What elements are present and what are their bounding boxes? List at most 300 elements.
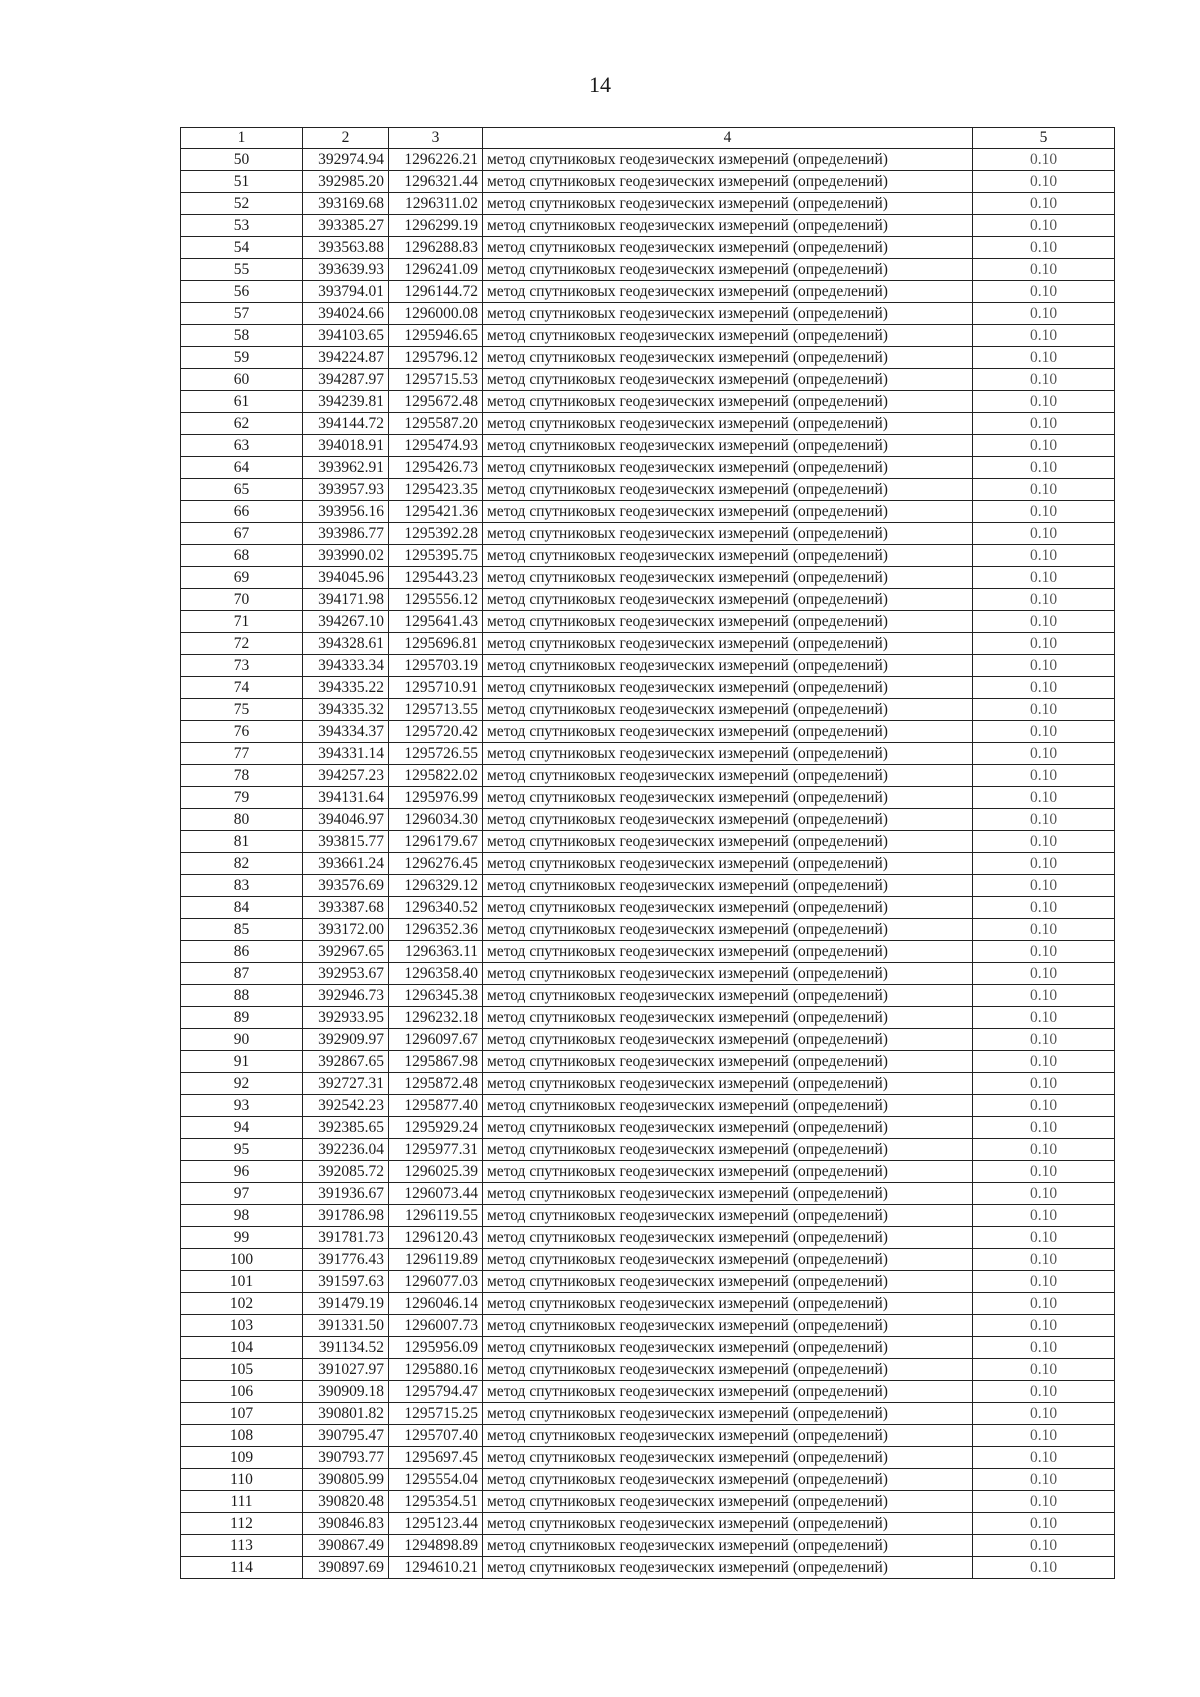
y-coordinate-cell: 1295880.16 xyxy=(389,1359,483,1381)
header-col-2: 2 xyxy=(303,128,389,149)
table-row xyxy=(181,743,1115,765)
table-row xyxy=(181,1205,1115,1227)
accuracy-cell: 0.10 xyxy=(973,1403,1115,1425)
point-number-cell: 87 xyxy=(181,963,303,985)
x-coordinate-cell: 393986.77 xyxy=(303,523,389,545)
x-coordinate-cell: 394335.32 xyxy=(303,699,389,721)
accuracy-cell: 0.10 xyxy=(973,589,1115,611)
accuracy-cell: 0.10 xyxy=(973,1161,1115,1183)
method-cell: метод спутниковых геодезических измерений (определений) xyxy=(483,1249,973,1271)
accuracy-cell: 0.10 xyxy=(973,479,1115,501)
table-row xyxy=(181,1535,1115,1557)
x-coordinate-cell: 391786.98 xyxy=(303,1205,389,1227)
y-coordinate-cell: 1295929.24 xyxy=(389,1117,483,1139)
point-number-cell: 73 xyxy=(181,655,303,677)
method-cell: метод спутниковых геодезических измерений (определений) xyxy=(483,1051,973,1073)
point-number-cell: 96 xyxy=(181,1161,303,1183)
method-cell: метод спутниковых геодезических измерений (определений) xyxy=(483,1381,973,1403)
table-row xyxy=(181,545,1115,567)
accuracy-cell: 0.10 xyxy=(973,413,1115,435)
table-row xyxy=(181,215,1115,237)
table-row xyxy=(181,919,1115,941)
point-number-cell: 64 xyxy=(181,457,303,479)
accuracy-cell: 0.10 xyxy=(973,1337,1115,1359)
method-cell: метод спутниковых геодезических измерений (определений) xyxy=(483,1183,973,1205)
method-cell: метод спутниковых геодезических измерений (определений) xyxy=(483,501,973,523)
point-number-cell: 88 xyxy=(181,985,303,1007)
x-coordinate-cell: 394334.37 xyxy=(303,721,389,743)
table-row xyxy=(181,1161,1115,1183)
point-number-cell: 63 xyxy=(181,435,303,457)
method-cell: метод спутниковых геодезических измерений (определений) xyxy=(483,1447,973,1469)
table-row xyxy=(181,435,1115,457)
accuracy-cell: 0.10 xyxy=(973,325,1115,347)
method-cell: метод спутниковых геодезических измерений (определений) xyxy=(483,1359,973,1381)
method-cell: метод спутниковых геодезических измерений (определений) xyxy=(483,589,973,611)
y-coordinate-cell: 1296179.67 xyxy=(389,831,483,853)
point-number-cell: 90 xyxy=(181,1029,303,1051)
method-cell: метод спутниковых геодезических измерений (определений) xyxy=(483,1425,973,1447)
point-number-cell: 109 xyxy=(181,1447,303,1469)
accuracy-cell: 0.10 xyxy=(973,545,1115,567)
point-number-cell: 85 xyxy=(181,919,303,941)
y-coordinate-cell: 1295426.73 xyxy=(389,457,483,479)
y-coordinate-cell: 1295715.25 xyxy=(389,1403,483,1425)
x-coordinate-cell: 392953.67 xyxy=(303,963,389,985)
method-cell: метод спутниковых геодезических измерений (определений) xyxy=(483,149,973,171)
y-coordinate-cell: 1296352.36 xyxy=(389,919,483,941)
method-cell: метод спутниковых геодезических измерений (определений) xyxy=(483,479,973,501)
x-coordinate-cell: 393563.88 xyxy=(303,237,389,259)
y-coordinate-cell: 1295713.55 xyxy=(389,699,483,721)
method-cell: метод спутниковых геодезических измерений (определений) xyxy=(483,347,973,369)
y-coordinate-cell: 1296276.45 xyxy=(389,853,483,875)
accuracy-cell: 0.10 xyxy=(973,259,1115,281)
x-coordinate-cell: 391776.43 xyxy=(303,1249,389,1271)
method-cell: метод спутниковых геодезических измерений (определений) xyxy=(483,1513,973,1535)
accuracy-cell: 0.10 xyxy=(973,303,1115,325)
point-number-cell: 81 xyxy=(181,831,303,853)
accuracy-cell: 0.10 xyxy=(973,1535,1115,1557)
table-row xyxy=(181,1139,1115,1161)
x-coordinate-cell: 393957.93 xyxy=(303,479,389,501)
y-coordinate-cell: 1296232.18 xyxy=(389,1007,483,1029)
header-col-5: 5 xyxy=(973,128,1115,149)
table-row xyxy=(181,721,1115,743)
method-cell: метод спутниковых геодезических измерений (определений) xyxy=(483,1293,973,1315)
y-coordinate-cell: 1295946.65 xyxy=(389,325,483,347)
table-row xyxy=(181,985,1115,1007)
y-coordinate-cell: 1296046.14 xyxy=(389,1293,483,1315)
point-number-cell: 52 xyxy=(181,193,303,215)
point-number-cell: 54 xyxy=(181,237,303,259)
y-coordinate-cell: 1295474.93 xyxy=(389,435,483,457)
x-coordinate-cell: 390867.49 xyxy=(303,1535,389,1557)
method-cell: метод спутниковых геодезических измерений (определений) xyxy=(483,369,973,391)
y-coordinate-cell: 1295423.35 xyxy=(389,479,483,501)
method-cell: метод спутниковых геодезических измерений (определений) xyxy=(483,523,973,545)
point-number-cell: 92 xyxy=(181,1073,303,1095)
method-cell: метод спутниковых геодезических измерений (определений) xyxy=(483,897,973,919)
x-coordinate-cell: 391597.63 xyxy=(303,1271,389,1293)
table-row xyxy=(181,1183,1115,1205)
coordinates-table xyxy=(180,127,1115,1579)
accuracy-cell: 0.10 xyxy=(973,1095,1115,1117)
x-coordinate-cell: 393815.77 xyxy=(303,831,389,853)
point-number-cell: 50 xyxy=(181,149,303,171)
header-col-1: 1 xyxy=(181,128,303,149)
y-coordinate-cell: 1296321.44 xyxy=(389,171,483,193)
y-coordinate-cell: 1295872.48 xyxy=(389,1073,483,1095)
x-coordinate-cell: 390793.77 xyxy=(303,1447,389,1469)
x-coordinate-cell: 392236.04 xyxy=(303,1139,389,1161)
table-row xyxy=(181,193,1115,215)
method-cell: метод спутниковых геодезических измерений (определений) xyxy=(483,985,973,1007)
y-coordinate-cell: 1295421.36 xyxy=(389,501,483,523)
x-coordinate-cell: 394103.65 xyxy=(303,325,389,347)
point-number-cell: 59 xyxy=(181,347,303,369)
x-coordinate-cell: 394287.97 xyxy=(303,369,389,391)
accuracy-cell: 0.10 xyxy=(973,281,1115,303)
method-cell: метод спутниковых геодезических измерений (определений) xyxy=(483,303,973,325)
point-number-cell: 103 xyxy=(181,1315,303,1337)
table-row xyxy=(181,655,1115,677)
method-cell: метод спутниковых геодезических измерений (определений) xyxy=(483,193,973,215)
point-number-cell: 102 xyxy=(181,1293,303,1315)
method-cell: метод спутниковых геодезических измерений (определений) xyxy=(483,919,973,941)
x-coordinate-cell: 391781.73 xyxy=(303,1227,389,1249)
y-coordinate-cell: 1295877.40 xyxy=(389,1095,483,1117)
table-row xyxy=(181,765,1115,787)
accuracy-cell: 0.10 xyxy=(973,435,1115,457)
x-coordinate-cell: 393794.01 xyxy=(303,281,389,303)
x-coordinate-cell: 390801.82 xyxy=(303,1403,389,1425)
x-coordinate-cell: 393169.68 xyxy=(303,193,389,215)
table-row xyxy=(181,589,1115,611)
x-coordinate-cell: 390795.47 xyxy=(303,1425,389,1447)
accuracy-cell: 0.10 xyxy=(973,1117,1115,1139)
point-number-cell: 80 xyxy=(181,809,303,831)
point-number-cell: 91 xyxy=(181,1051,303,1073)
point-number-cell: 74 xyxy=(181,677,303,699)
x-coordinate-cell: 394333.34 xyxy=(303,655,389,677)
table-row xyxy=(181,1469,1115,1491)
x-coordinate-cell: 393385.27 xyxy=(303,215,389,237)
point-number-cell: 62 xyxy=(181,413,303,435)
y-coordinate-cell: 1296073.44 xyxy=(389,1183,483,1205)
table-row xyxy=(181,347,1115,369)
accuracy-cell: 0.10 xyxy=(973,831,1115,853)
x-coordinate-cell: 392385.65 xyxy=(303,1117,389,1139)
y-coordinate-cell: 1295556.12 xyxy=(389,589,483,611)
table-row xyxy=(181,831,1115,853)
point-number-cell: 82 xyxy=(181,853,303,875)
point-number-cell: 70 xyxy=(181,589,303,611)
table-row xyxy=(181,1403,1115,1425)
table-row xyxy=(181,1073,1115,1095)
table-row xyxy=(181,325,1115,347)
y-coordinate-cell: 1295554.04 xyxy=(389,1469,483,1491)
method-cell: метод спутниковых геодезических измерений (определений) xyxy=(483,1227,973,1249)
x-coordinate-cell: 392085.72 xyxy=(303,1161,389,1183)
method-cell: метод спутниковых геодезических измерений (определений) xyxy=(483,1029,973,1051)
table-row xyxy=(181,281,1115,303)
table-row xyxy=(181,1447,1115,1469)
point-number-cell: 95 xyxy=(181,1139,303,1161)
point-number-cell: 71 xyxy=(181,611,303,633)
method-cell: метод спутниковых геодезических измерений (определений) xyxy=(483,831,973,853)
header-col-4: 4 xyxy=(483,128,973,149)
table-row xyxy=(181,1557,1115,1579)
y-coordinate-cell: 1295703.19 xyxy=(389,655,483,677)
table-row xyxy=(181,1315,1115,1337)
y-coordinate-cell: 1295395.75 xyxy=(389,545,483,567)
table-row xyxy=(181,1249,1115,1271)
x-coordinate-cell: 390909.18 xyxy=(303,1381,389,1403)
y-coordinate-cell: 1295726.55 xyxy=(389,743,483,765)
method-cell: метод спутниковых геодезических измерений (определений) xyxy=(483,325,973,347)
accuracy-cell: 0.10 xyxy=(973,633,1115,655)
point-number-cell: 97 xyxy=(181,1183,303,1205)
table-row xyxy=(181,1381,1115,1403)
table-row xyxy=(181,369,1115,391)
y-coordinate-cell: 1296363.11 xyxy=(389,941,483,963)
method-cell: метод спутниковых геодезических измерений (определений) xyxy=(483,809,973,831)
accuracy-cell: 0.10 xyxy=(973,1227,1115,1249)
point-number-cell: 113 xyxy=(181,1535,303,1557)
point-number-cell: 79 xyxy=(181,787,303,809)
table-row xyxy=(181,787,1115,809)
accuracy-cell: 0.10 xyxy=(973,237,1115,259)
y-coordinate-cell: 1295976.99 xyxy=(389,787,483,809)
point-number-cell: 86 xyxy=(181,941,303,963)
method-cell: метод спутниковых геодезических измерений (определений) xyxy=(483,457,973,479)
x-coordinate-cell: 394171.98 xyxy=(303,589,389,611)
x-coordinate-cell: 393962.91 xyxy=(303,457,389,479)
point-number-cell: 69 xyxy=(181,567,303,589)
method-cell: метод спутниковых геодезических измерений (определений) xyxy=(483,633,973,655)
method-cell: метод спутниковых геодезических измерений (определений) xyxy=(483,941,973,963)
accuracy-cell: 0.10 xyxy=(973,523,1115,545)
y-coordinate-cell: 1295587.20 xyxy=(389,413,483,435)
x-coordinate-cell: 394331.14 xyxy=(303,743,389,765)
x-coordinate-cell: 394024.66 xyxy=(303,303,389,325)
table-row xyxy=(181,303,1115,325)
method-cell: метод спутниковых геодезических измерений (определений) xyxy=(483,611,973,633)
x-coordinate-cell: 392867.65 xyxy=(303,1051,389,1073)
method-cell: метод спутниковых геодезических измерений (определений) xyxy=(483,677,973,699)
method-cell: метод спутниковых геодезических измерений (определений) xyxy=(483,655,973,677)
x-coordinate-cell: 392727.31 xyxy=(303,1073,389,1095)
point-number-cell: 66 xyxy=(181,501,303,523)
method-cell: метод спутниковых геодезических измерений (определений) xyxy=(483,259,973,281)
table-row xyxy=(181,567,1115,589)
table-row xyxy=(181,479,1115,501)
table-row xyxy=(181,1007,1115,1029)
accuracy-cell: 0.10 xyxy=(973,1425,1115,1447)
table-header-row xyxy=(181,128,1115,149)
y-coordinate-cell: 1295796.12 xyxy=(389,347,483,369)
point-number-cell: 100 xyxy=(181,1249,303,1271)
point-number-cell: 104 xyxy=(181,1337,303,1359)
x-coordinate-cell: 392909.97 xyxy=(303,1029,389,1051)
accuracy-cell: 0.10 xyxy=(973,787,1115,809)
method-cell: метод спутниковых геодезических измерений (определений) xyxy=(483,545,973,567)
accuracy-cell: 0.10 xyxy=(973,1139,1115,1161)
x-coordinate-cell: 390846.83 xyxy=(303,1513,389,1535)
x-coordinate-cell: 394239.81 xyxy=(303,391,389,413)
y-coordinate-cell: 1296119.89 xyxy=(389,1249,483,1271)
table-row xyxy=(181,1227,1115,1249)
accuracy-cell: 0.10 xyxy=(973,1315,1115,1337)
y-coordinate-cell: 1295696.81 xyxy=(389,633,483,655)
y-coordinate-cell: 1295672.48 xyxy=(389,391,483,413)
table-row xyxy=(181,1359,1115,1381)
accuracy-cell: 0.10 xyxy=(973,1271,1115,1293)
point-number-cell: 55 xyxy=(181,259,303,281)
y-coordinate-cell: 1296120.43 xyxy=(389,1227,483,1249)
y-coordinate-cell: 1295715.53 xyxy=(389,369,483,391)
method-cell: метод спутниковых геодезических измерений (определений) xyxy=(483,1535,973,1557)
point-number-cell: 84 xyxy=(181,897,303,919)
table-row xyxy=(181,963,1115,985)
point-number-cell: 94 xyxy=(181,1117,303,1139)
method-cell: метод спутниковых геодезических измерений (определений) xyxy=(483,1073,973,1095)
accuracy-cell: 0.10 xyxy=(973,171,1115,193)
accuracy-cell: 0.10 xyxy=(973,215,1115,237)
y-coordinate-cell: 1296025.39 xyxy=(389,1161,483,1183)
method-cell: метод спутниковых геодезических измерений (определений) xyxy=(483,391,973,413)
table-row xyxy=(181,1293,1115,1315)
accuracy-cell: 0.10 xyxy=(973,985,1115,1007)
accuracy-cell: 0.10 xyxy=(973,721,1115,743)
x-coordinate-cell: 391331.50 xyxy=(303,1315,389,1337)
accuracy-cell: 0.10 xyxy=(973,1491,1115,1513)
method-cell: метод спутниковых геодезических измерений (определений) xyxy=(483,215,973,237)
method-cell: метод спутниковых геодезических измерений (определений) xyxy=(483,1491,973,1513)
point-number-cell: 68 xyxy=(181,545,303,567)
point-number-cell: 112 xyxy=(181,1513,303,1535)
accuracy-cell: 0.10 xyxy=(973,765,1115,787)
table-body xyxy=(181,149,1115,1579)
point-number-cell: 89 xyxy=(181,1007,303,1029)
accuracy-cell: 0.10 xyxy=(973,919,1115,941)
point-number-cell: 106 xyxy=(181,1381,303,1403)
method-cell: метод спутниковых геодезических измерений (определений) xyxy=(483,1315,973,1337)
x-coordinate-cell: 390897.69 xyxy=(303,1557,389,1579)
method-cell: метод спутниковых геодезических измерений (определений) xyxy=(483,237,973,259)
y-coordinate-cell: 1295707.40 xyxy=(389,1425,483,1447)
accuracy-cell: 0.10 xyxy=(973,1205,1115,1227)
x-coordinate-cell: 393576.69 xyxy=(303,875,389,897)
accuracy-cell: 0.10 xyxy=(973,369,1115,391)
point-number-cell: 105 xyxy=(181,1359,303,1381)
table-row xyxy=(181,941,1115,963)
y-coordinate-cell: 1295822.02 xyxy=(389,765,483,787)
table-row xyxy=(181,1095,1115,1117)
method-cell: метод спутниковых геодезических измерений (определений) xyxy=(483,743,973,765)
accuracy-cell: 0.10 xyxy=(973,193,1115,215)
x-coordinate-cell: 392946.73 xyxy=(303,985,389,1007)
x-coordinate-cell: 394131.64 xyxy=(303,787,389,809)
x-coordinate-cell: 391479.19 xyxy=(303,1293,389,1315)
method-cell: метод спутниковых геодезических измерений (определений) xyxy=(483,281,973,303)
accuracy-cell: 0.10 xyxy=(973,1557,1115,1579)
accuracy-cell: 0.10 xyxy=(973,941,1115,963)
point-number-cell: 101 xyxy=(181,1271,303,1293)
table-row xyxy=(181,897,1115,919)
x-coordinate-cell: 393172.00 xyxy=(303,919,389,941)
y-coordinate-cell: 1296329.12 xyxy=(389,875,483,897)
accuracy-cell: 0.10 xyxy=(973,1007,1115,1029)
point-number-cell: 76 xyxy=(181,721,303,743)
table-row xyxy=(181,1029,1115,1051)
accuracy-cell: 0.10 xyxy=(973,1051,1115,1073)
table-row xyxy=(181,457,1115,479)
table-row xyxy=(181,809,1115,831)
method-cell: метод спутниковых геодезических измерений (определений) xyxy=(483,699,973,721)
method-cell: метод спутниковых геодезических измерений (определений) xyxy=(483,1117,973,1139)
x-coordinate-cell: 394257.23 xyxy=(303,765,389,787)
point-number-cell: 67 xyxy=(181,523,303,545)
accuracy-cell: 0.10 xyxy=(973,391,1115,413)
point-number-cell: 83 xyxy=(181,875,303,897)
table-row xyxy=(181,1051,1115,1073)
method-cell: метод спутниковых геодезических измерений (определений) xyxy=(483,413,973,435)
table-row xyxy=(181,699,1115,721)
y-coordinate-cell: 1295354.51 xyxy=(389,1491,483,1513)
y-coordinate-cell: 1296119.55 xyxy=(389,1205,483,1227)
accuracy-cell: 0.10 xyxy=(973,1293,1115,1315)
method-cell: метод спутниковых геодезических измерений (определений) xyxy=(483,435,973,457)
y-coordinate-cell: 1296288.83 xyxy=(389,237,483,259)
method-cell: метод спутниковых геодезических измерений (определений) xyxy=(483,1139,973,1161)
y-coordinate-cell: 1296007.73 xyxy=(389,1315,483,1337)
table-row xyxy=(181,171,1115,193)
accuracy-cell: 0.10 xyxy=(973,875,1115,897)
accuracy-cell: 0.10 xyxy=(973,1469,1115,1491)
accuracy-cell: 0.10 xyxy=(973,1183,1115,1205)
y-coordinate-cell: 1295697.45 xyxy=(389,1447,483,1469)
table-row xyxy=(181,149,1115,171)
point-number-cell: 93 xyxy=(181,1095,303,1117)
accuracy-cell: 0.10 xyxy=(973,1029,1115,1051)
x-coordinate-cell: 391134.52 xyxy=(303,1337,389,1359)
accuracy-cell: 0.10 xyxy=(973,1359,1115,1381)
accuracy-cell: 0.10 xyxy=(973,699,1115,721)
y-coordinate-cell: 1295794.47 xyxy=(389,1381,483,1403)
x-coordinate-cell: 394144.72 xyxy=(303,413,389,435)
table-row xyxy=(181,1271,1115,1293)
y-coordinate-cell: 1296144.72 xyxy=(389,281,483,303)
table-row xyxy=(181,237,1115,259)
x-coordinate-cell: 390805.99 xyxy=(303,1469,389,1491)
point-number-cell: 58 xyxy=(181,325,303,347)
table-row xyxy=(181,633,1115,655)
method-cell: метод спутниковых геодезических измерений (определений) xyxy=(483,721,973,743)
method-cell: метод спутниковых геодезических измерений (определений) xyxy=(483,1161,973,1183)
method-cell: метод спутниковых геодезических измерений (определений) xyxy=(483,1337,973,1359)
point-number-cell: 56 xyxy=(181,281,303,303)
x-coordinate-cell: 394328.61 xyxy=(303,633,389,655)
y-coordinate-cell: 1296358.40 xyxy=(389,963,483,985)
x-coordinate-cell: 394335.22 xyxy=(303,677,389,699)
point-number-cell: 61 xyxy=(181,391,303,413)
point-number-cell: 114 xyxy=(181,1557,303,1579)
point-number-cell: 110 xyxy=(181,1469,303,1491)
method-cell: метод спутниковых геодезических измерений (определений) xyxy=(483,853,973,875)
method-cell: метод спутниковых геодезических измерений (определений) xyxy=(483,171,973,193)
